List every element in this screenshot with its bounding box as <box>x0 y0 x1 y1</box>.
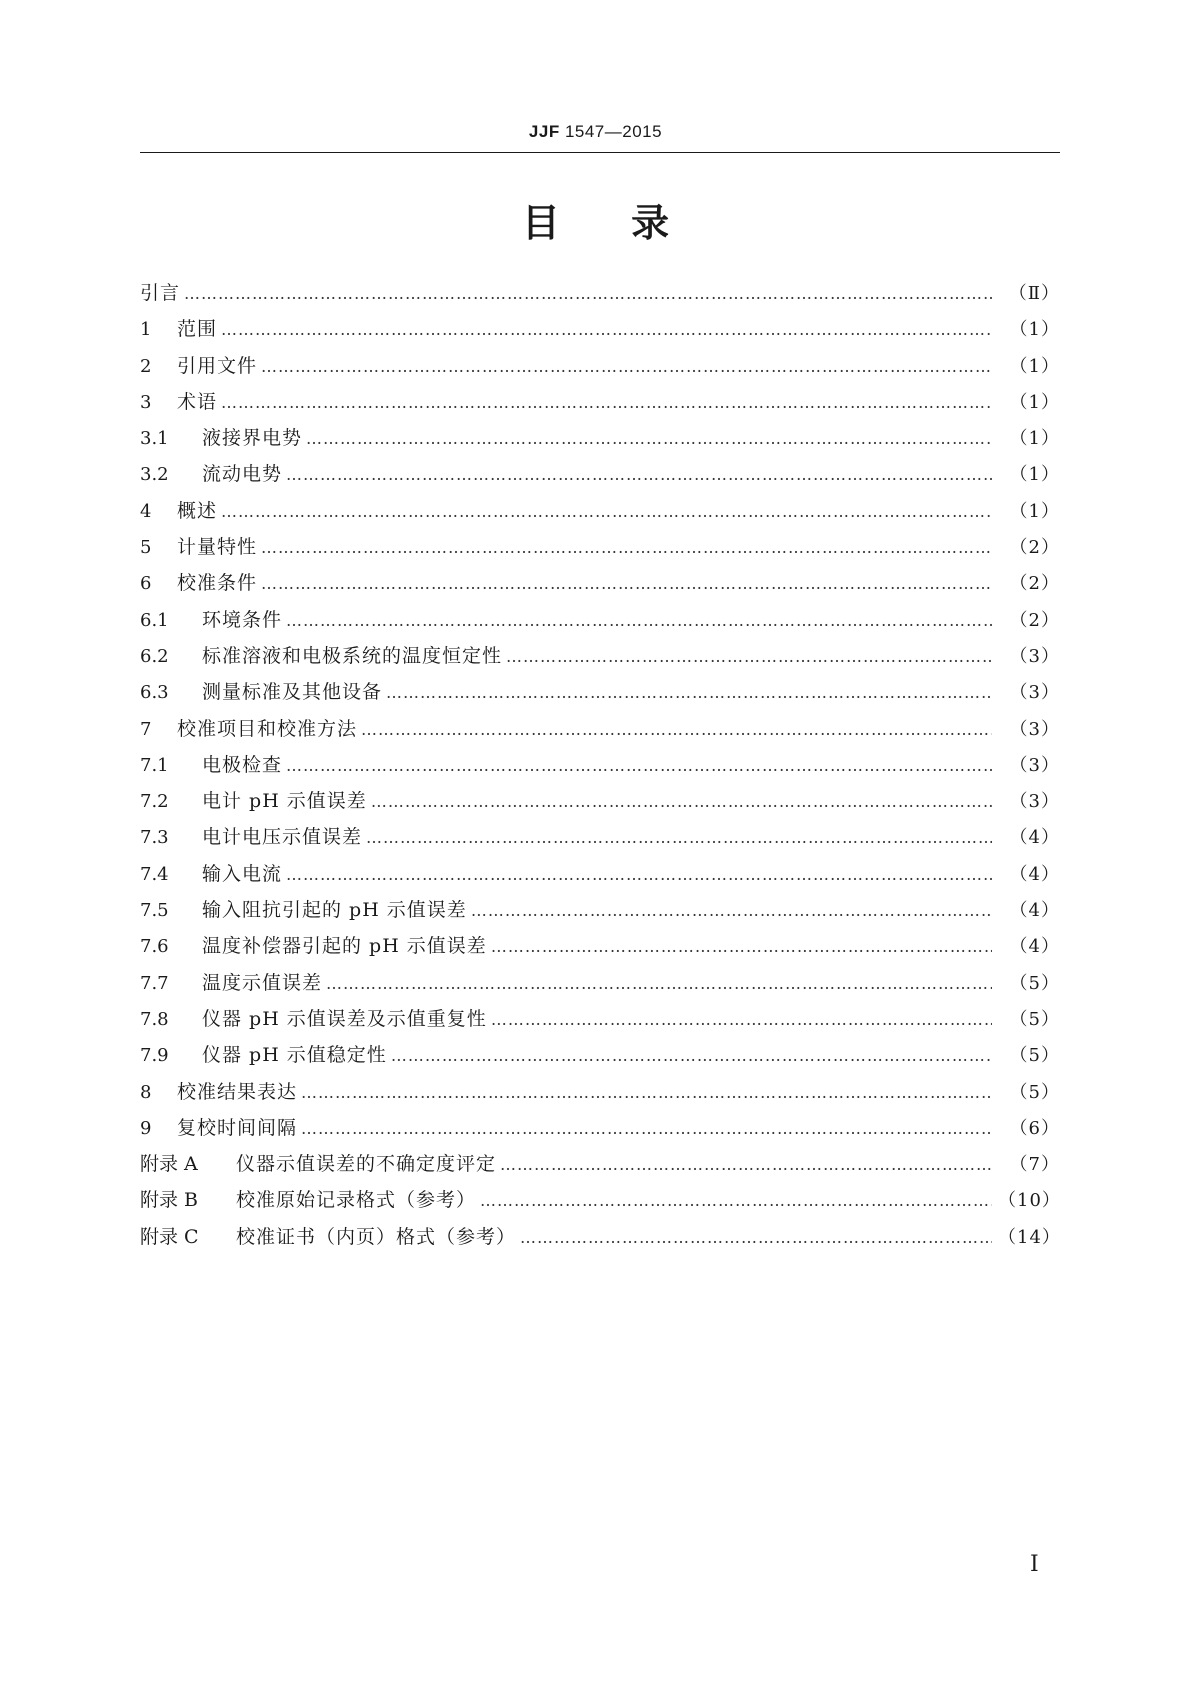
toc-entry-title: 术语 <box>177 390 218 413</box>
toc-entry-number: 1 <box>140 319 152 341</box>
toc-entry-title: 仪器示值误差的不确定度评定 <box>236 1153 497 1176</box>
toc-entry-page: （2） <box>1009 609 1060 631</box>
toc-leader-dots <box>301 1119 992 1138</box>
standard-number: 1547—2015 <box>564 122 663 141</box>
toc-entry-page: （2） <box>1009 537 1060 559</box>
toc-entry-page: （Ⅱ） <box>1008 283 1060 304</box>
toc-entry[interactable] <box>140 750 1060 786</box>
toc-entry-title: 电计 pH 示值误差 <box>202 790 367 813</box>
toc-entry-number: 2 <box>140 355 152 377</box>
toc-entry-number: 3.1 <box>140 428 169 450</box>
toc-leader-dots <box>520 1228 992 1247</box>
toc-entry[interactable] <box>140 786 1060 822</box>
toc-entry-title: 仪器 pH 示值误差及示值重复性 <box>202 1007 487 1030</box>
toc-entry-page: （3） <box>1009 791 1060 813</box>
toc-entry[interactable] <box>140 859 1060 895</box>
toc-entry-page: （4） <box>1009 936 1060 958</box>
toc-entry-page: （3） <box>1009 645 1060 667</box>
running-header <box>0 122 1191 142</box>
toc-entry[interactable] <box>140 968 1060 1004</box>
toc-entry[interactable] <box>140 1222 1060 1258</box>
toc-entry-number: 7.3 <box>140 827 169 849</box>
toc-entry-title: 概述 <box>177 499 218 522</box>
toc-entry[interactable] <box>140 895 1060 931</box>
toc-entry-number: 7.4 <box>140 863 169 885</box>
header-rule <box>140 152 1060 153</box>
toc-leader-dots <box>261 574 992 593</box>
toc-leader-dots <box>491 937 992 956</box>
toc-leader-dots <box>306 429 992 448</box>
toc-leader-dots <box>286 756 992 775</box>
toc-entry-number: 7.8 <box>140 1008 169 1030</box>
toc-entry-page: （4） <box>1009 863 1060 885</box>
toc-entry[interactable] <box>140 568 1060 604</box>
toc-entry-title: 液接界电势 <box>202 427 303 450</box>
toc-entry-number: 6.3 <box>140 682 169 704</box>
toc-entry-page: （1） <box>1009 355 1060 377</box>
toc-entry[interactable] <box>140 1004 1060 1040</box>
toc-entry-page: （1） <box>1009 319 1060 341</box>
toc-leader-dots <box>361 720 992 739</box>
toc-leader-dots <box>371 792 992 811</box>
toc-entry-number: 7.1 <box>140 754 169 776</box>
toc-entry-number: 3.2 <box>140 464 169 486</box>
toc-entry-page: （1） <box>1009 428 1060 450</box>
toc-entry-number: 6.2 <box>140 645 169 667</box>
toc-entry-number: 附录 C <box>140 1225 199 1248</box>
toc-entry-number: 4 <box>140 500 152 522</box>
toc-entry[interactable] <box>140 351 1060 387</box>
toc-entry-number: 7.6 <box>140 936 169 958</box>
toc-entry-title: 流动电势 <box>202 463 283 486</box>
toc-entry-page: （2） <box>1009 573 1060 595</box>
toc-entry[interactable] <box>140 1149 1060 1185</box>
toc-entry-page: （5） <box>1009 1081 1060 1103</box>
toc-leader-dots <box>366 828 992 847</box>
toc-entry-page: （1） <box>1009 500 1060 522</box>
toc-entry-title: 输入电流 <box>202 862 283 885</box>
toc-entry-page: （7） <box>1009 1154 1060 1176</box>
toc-leader-dots <box>286 865 992 884</box>
toc-entry[interactable] <box>140 931 1060 967</box>
toc-leader-dots <box>500 1155 992 1174</box>
toc-entry-title: 范围 <box>177 318 218 341</box>
page-title: 目 录 <box>521 201 670 245</box>
toc-entry-page: （1） <box>1009 391 1060 413</box>
toc-entry-number: 7.5 <box>140 900 169 922</box>
toc-entry[interactable] <box>140 605 1060 641</box>
toc-entry-page: （6） <box>1009 1117 1060 1139</box>
toc-leader-dots <box>184 284 992 303</box>
toc-entry-page: （14） <box>998 1226 1061 1248</box>
toc-entry-number: 8 <box>140 1081 152 1103</box>
page-number: I <box>1030 1552 1039 1577</box>
toc-entry[interactable] <box>140 459 1060 495</box>
toc-entry-number: 5 <box>140 537 152 559</box>
toc-entry-title: 引用文件 <box>177 354 258 377</box>
toc-leader-dots <box>301 1083 992 1102</box>
toc-entry-page: （3） <box>1009 718 1060 740</box>
toc-leader-dots <box>286 611 992 630</box>
toc-entry[interactable] <box>140 1113 1060 1149</box>
toc-entry[interactable] <box>140 714 1060 750</box>
toc-entry-page: （10） <box>998 1190 1061 1212</box>
toc-leader-dots <box>506 647 992 666</box>
toc-entry-page: （4） <box>1009 900 1060 922</box>
toc-entry-title: 复校时间间隔 <box>177 1116 298 1139</box>
toc-entry-title: 校准证书（内页）格式（参考） <box>236 1225 517 1248</box>
toc-entry-page: （1） <box>1009 464 1060 486</box>
toc-entry-page: （3） <box>1009 682 1060 704</box>
toc-entry[interactable] <box>140 387 1060 423</box>
toc-leader-dots <box>491 1010 992 1029</box>
toc-leader-dots <box>221 393 992 412</box>
toc-entry-number: 6 <box>140 573 152 595</box>
toc-entry-title: 电计电压示值误差 <box>202 826 363 849</box>
toc-leader-dots <box>471 901 992 920</box>
toc-entry-number: 7.7 <box>140 972 169 994</box>
toc-leader-dots <box>261 538 992 557</box>
toc-entry-title: 温度补偿器引起的 pH 示值误差 <box>202 935 487 958</box>
toc-entry-title: 校准条件 <box>177 572 258 595</box>
toc-leader-dots <box>326 974 992 993</box>
toc-entry-page: （5） <box>1009 1045 1060 1067</box>
toc-entry-number: 7.9 <box>140 1045 169 1067</box>
toc-leader-dots <box>386 683 992 702</box>
toc-entry-title: 仪器 pH 示值稳定性 <box>202 1044 387 1067</box>
toc-entry[interactable] <box>140 314 1060 350</box>
toc-entry[interactable] <box>140 1185 1060 1221</box>
toc-entry[interactable] <box>140 423 1060 459</box>
toc-entry-number: 附录 B <box>140 1189 199 1212</box>
toc-entry[interactable] <box>140 677 1060 713</box>
toc-entry-title: 测量标准及其他设备 <box>202 681 383 704</box>
toc-entry[interactable] <box>140 1077 1060 1113</box>
toc-entry-number: 3 <box>140 391 152 413</box>
toc-entry-number: 7.2 <box>140 791 169 813</box>
toc-entry-title: 校准原始记录格式（参考） <box>236 1189 477 1212</box>
toc-entry[interactable] <box>140 822 1060 858</box>
toc-entry-number: 附录 A <box>140 1153 198 1176</box>
toc-entry-title: 电极检查 <box>202 753 283 776</box>
toc-entry-title: 标准溶液和电极系统的温度恒定性 <box>202 644 503 667</box>
toc-entry-number: 7 <box>140 718 152 740</box>
toc-entry-title: 计量特性 <box>177 536 258 559</box>
toc-entry-title: 温度示值误差 <box>202 971 323 994</box>
toc-entry-number: 6.1 <box>140 609 169 631</box>
toc-entry[interactable] <box>140 496 1060 532</box>
toc-entry[interactable] <box>140 278 1060 314</box>
table-of-contents <box>140 278 1060 1258</box>
toc-leader-dots <box>221 502 992 521</box>
toc-entry[interactable] <box>140 532 1060 568</box>
toc-entry-title: 输入阻抗引起的 pH 示值误差 <box>202 899 467 922</box>
toc-entry[interactable] <box>140 1040 1060 1076</box>
toc-entry[interactable] <box>140 641 1060 677</box>
toc-entry-page: （5） <box>1009 1008 1060 1030</box>
toc-leader-dots <box>286 465 992 484</box>
toc-entry-page: （5） <box>1009 972 1060 994</box>
toc-entry-page: （3） <box>1009 754 1060 776</box>
toc-leader-dots <box>221 320 992 339</box>
toc-entry-title: 校准结果表达 <box>177 1080 298 1103</box>
toc-entry-page: （4） <box>1009 827 1060 849</box>
toc-entry-title: 环境条件 <box>202 608 283 631</box>
toc-entry-number: 9 <box>140 1117 152 1139</box>
toc-leader-dots <box>480 1191 992 1210</box>
toc-leader-dots <box>261 357 992 376</box>
toc-entry-title: 校准项目和校准方法 <box>177 717 358 740</box>
standard-code: JJF <box>528 122 560 141</box>
toc-entry-title: 引言 <box>140 282 181 304</box>
toc-leader-dots <box>391 1046 992 1065</box>
